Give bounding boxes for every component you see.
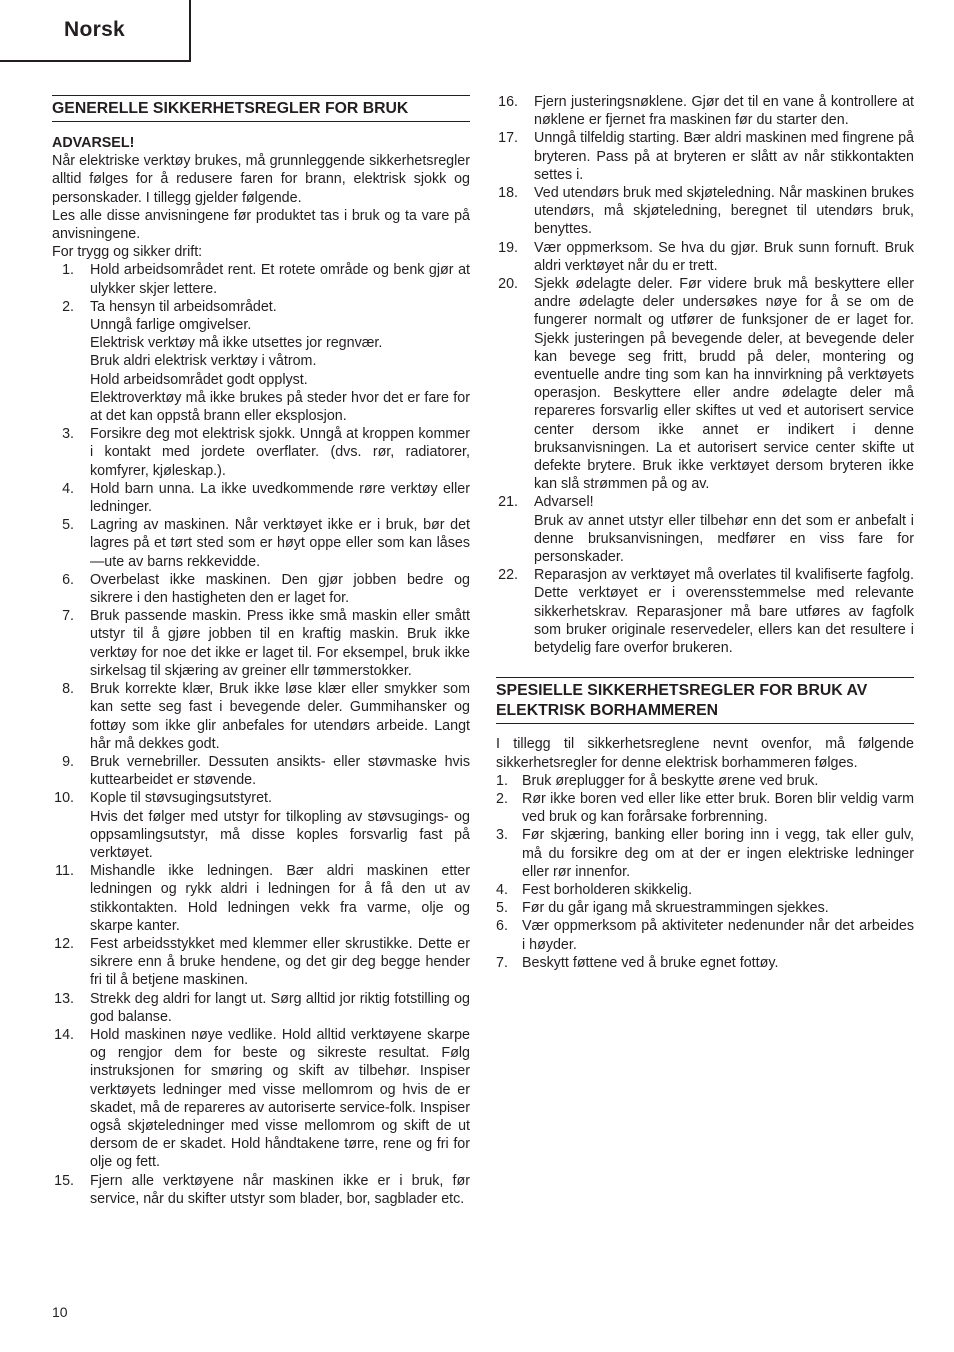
list-item-text: Overbelast ikke maskinen. Den gjør jobben bedre og sikrere i den hastigheten den er laget for.: [90, 571, 470, 607]
section-heading-general: GENERELLE SIKKERHETSREGLER FOR BRUK: [52, 95, 470, 122]
list-item-number: 13.: [54, 990, 74, 1007]
list-item-text: Rør ikke boren ved eller like etter bruk. Boren blir veldig varm ved bruk og kan forårsake forbrenning.: [522, 790, 914, 826]
list-item: [52, 1172, 470, 1208]
page-number: 10: [52, 1304, 68, 1320]
warning-label: ADVARSEL!: [52, 135, 135, 151]
list-item-text: Vær oppmerksom på aktiviteter nedenunder når det arbeides i høyder.: [522, 918, 914, 953]
list-item-text: Elektrisk verktøy må ikke utsettes jor regnvær.: [90, 335, 383, 352]
list-item-text: Bruk øreplugger for å beskytte ørene ved bruk.: [522, 772, 819, 789]
list-item: [52, 607, 470, 680]
list-item: [496, 275, 914, 493]
list-item-number: 9.: [62, 753, 74, 770]
list-item: [496, 93, 914, 129]
list-item-number: 16.: [498, 94, 518, 110]
list-item-number: 10.: [54, 790, 74, 807]
list-item-number: 4.: [62, 480, 74, 497]
section-heading-special: SPESIELLE SIKKERHETSREGLER FOR BRUK AV ELEKTRISK BORHAMMEREN: [496, 677, 914, 724]
list-item-text: Advarsel!: [534, 494, 594, 511]
list-item-text: Elektroverktøy må ikke brukes på steder hvor det er fare for at det kan oppstå brann eller eksplosjon.: [90, 389, 470, 425]
list-item: [496, 899, 914, 917]
list-item-number: 3.: [62, 426, 74, 443]
list-item: [52, 789, 470, 862]
list-item: [496, 184, 914, 239]
list-item: [52, 862, 470, 935]
list-item: [52, 480, 470, 516]
list-item-number: 3.: [496, 827, 508, 844]
list-item: [496, 917, 914, 953]
list-item-number: 17.: [498, 130, 518, 147]
list-item: [496, 772, 914, 790]
list-item-text: Forsikre deg mot elektrisk sjokk. Unngå at kroppen kommer i kontakt med jordete overflater. (dvs. rør, radiatorer, komfyrer, kjøleskap.).: [90, 426, 470, 479]
safety-rules-list-continued: [496, 93, 914, 657]
list-item-text: Hold arbeidsområdet godt opplyst.: [90, 371, 308, 388]
list-item-number: 6.: [496, 918, 508, 935]
list-item-number: 1.: [496, 772, 508, 789]
list-item: [496, 790, 914, 826]
list-item-number: 5.: [62, 517, 74, 534]
list-item: [52, 680, 470, 753]
list-item-number: 7.: [496, 954, 508, 971]
list-item-number: 18.: [498, 185, 518, 202]
list-item-text: Før skjæring, banking eller boring inn i vegg, tak eller gulv, må du forsikre deg om at der er ingen elektriske ledninger eller rør innenfor.: [522, 827, 914, 880]
list-item-text: Bruk aldri elektrisk verktøy i våtrom.: [90, 353, 317, 370]
list-item-text: Reparasjon av verktøyet må overlates til kvalifiserte fagfolg. Dette verktøyet er i overensstemmelse med relevante sikkerhetskrav. Reparasjoner må bare utføres av fagfolk som bruker originale reservedeler, ellers kan det resultere i betydelig fare overfor brukeren.: [534, 567, 914, 657]
list-item-text: Fjern justeringsnøklene. Gjør det til en vane å kontrollere at nøklene er fjernet fra maskinen før du starter den.: [534, 94, 914, 129]
list-item: [52, 935, 470, 990]
language-tab: [0, 0, 191, 62]
list-item: [52, 990, 470, 1026]
list-item-number: 2.: [62, 298, 74, 315]
list-item-number: 7.: [62, 608, 74, 625]
list-item-text: Vær oppmerksom. Se hva du gjør. Bruk sunn fornuft. Bruk aldri verktøyet når du er trett.: [534, 239, 914, 274]
list-item-number: 19.: [498, 239, 518, 256]
list-item-text: Fest borholderen skikkelig.: [522, 881, 693, 898]
list-item-number: 5.: [496, 900, 508, 917]
list-item: [52, 753, 470, 789]
list-item: [496, 566, 914, 657]
list-item-text: Ved utendørs bruk med skjøteledning. Når maskinen brukes utendørs, må skjøteledning, beregnet til utendørs bruk, benyttes.: [534, 185, 914, 238]
list-item-number: 2.: [496, 790, 508, 807]
list-item: [52, 298, 470, 425]
list-item: [52, 571, 470, 607]
list-item-text: Fjern alle verktøyene når maskinen ikke er i bruk, før service, når du skifter utstyr som blader, bor, sagblader etc.: [90, 1172, 470, 1207]
list-item-text: Bruk vernebriller. Dessuten ansikts- eller støvmaske hvis kuttearbeidet er støvende.: [90, 753, 470, 789]
list-item-number: 8.: [62, 681, 74, 698]
list-item-number: 12.: [54, 935, 74, 952]
list-item: [496, 954, 914, 972]
right-column: [496, 93, 914, 972]
list-item-text: Bruk passende maskin. Press ikke små maskin eller smått utstyr til å gjøre jobben til en kraftig maskin. Bruk ikke verktøy for noe det ikke er laget til. For eksempel, bruk ikke sirkelsag til skjæring av greiner ellr tømmerstokker.: [90, 608, 470, 679]
safety-rules-list: [52, 261, 470, 1208]
list-item-text: Ta hensyn til arbeidsområdet.: [90, 298, 277, 315]
list-item-text: Lagring av maskinen. Når verktøyet ikke er i bruk, bør det lagres på et tørt sted som er høyt oppe eller som kan låses—ute av barns rekkevidde.: [90, 517, 470, 570]
list-item-number: 1.: [62, 262, 74, 279]
list-item-text: Unngå tilfeldig starting. Bær aldri maskinen med fingrene på bryteren. Pass på at bryteren er slått av når stikkontakten settes i.: [534, 130, 914, 183]
list-item: [52, 425, 470, 480]
list-item-text: Sjekk ødelagte deler. Før videre bruk må beskyttere eller andre ødelagte deler undersøkes nøye for å se om de fungerer normalt og utfører de funksjoner de er laget for. Sjekk justeringen på bevegende deler, at bevegende deler kan bevege seg fritt, brudd på deler, montering og eventuelle andre ting som kan ha innvirkning på verktøyets operasjon. Beskyttere eller andre ødelagte deler må repareres forsvarlig eller skiftes ut ved et autorisert service center dersom ikke annet er indikert i denne bruksanvisningen. La et autorisert service center skifte ut defekte brytere. Bruk ikke verktøyet dersom bryteren ikke kan slå strømmen på og av.: [534, 276, 914, 493]
special-rules-list: [496, 772, 914, 972]
list-item: [496, 129, 914, 184]
list-item: [52, 1026, 470, 1172]
list-item-text: Bruk korrekte klær, Bruk ikke løse klær eller smykker som kan sette seg fast i bevegende deler. Gummihansker og fottøy som ikke glir anbefales for utendørs arbeide. Langt hår må dekkes godt.: [90, 681, 470, 752]
list-item: [52, 516, 470, 571]
list-item-text: Hvis det følger med utstyr for tilkopling av støvsugings- og oppsamlingsutstyr, må disse koples forsvarlig fast på verktøyet.: [90, 808, 470, 861]
list-item: [496, 493, 914, 566]
list-item: [52, 261, 470, 297]
list-item-number: 14.: [54, 1026, 74, 1043]
list-item-number: 6.: [62, 571, 74, 588]
list-item-text: Hold maskinen nøye vedlike. Hold alltid verktøyene skarpe og rengjor dem for beste og sikreste resultat. Følg instruksjonen for smøring og skift av tilbehør. Inspiser verktøyets ledninger med visse mellomrom og hvis de er skadet, må de repareres av autoriserte service-folk. Inspiser også skjøteledninger med visse mellomrom og skift de ut dersom de er skadet. Hold håndtakene tørre, rene og fri for olje og fett.: [90, 1026, 470, 1171]
list-item-text: Hold arbeidsområdet rent. Et rotete område og benk gjør at ulykker skjer lettere.: [90, 262, 470, 297]
left-column: [52, 95, 470, 1208]
list-item-number: 21.: [498, 494, 518, 511]
list-item: [496, 239, 914, 275]
list-item-number: 22.: [498, 567, 518, 584]
language-label: Norsk: [64, 18, 126, 41]
list-item-text: Hold barn unna. La ikke uvedkommende røre verktøy eller ledninger.: [90, 480, 470, 516]
list-item-number: 15.: [54, 1172, 74, 1189]
list-item: [496, 881, 914, 899]
list-item-text: Mishandle ikke ledningen. Bær aldri maskinen etter ledningen og rykk aldri i ledningen for å få den ut av stikkontakten. Hold ledningen vekk fra varme, olje og skarpe kanter.: [90, 863, 470, 934]
intro-paragraph: Når elektriske verktøy brukes, må grunnleggende sikkerhetsregler alltid følges for å redusere faren for brann, elektrisk sjokk og personskader. I tillegg gjelder følgende.: [52, 153, 470, 206]
list-item-text: Unngå farlige omgivelser.: [90, 317, 252, 334]
list-item-number: 20.: [498, 276, 518, 293]
list-item-text: Strekk deg aldri for langt ut. Sørg alltid jor riktig fotstilling og god balanse.: [90, 990, 470, 1025]
special-intro: I tillegg til sikkerhetsreglene nevnt ovenfor, må følgende sikkerhetsregler for denne elektrisk borhammeren følges.: [496, 736, 914, 771]
list-item-text: Fest arbeidsstykket med klemmer eller skrustikke. Dette er sikrere enn å bruke hendene, og det gir deg begge hender fri til å betjene maskinen.: [90, 935, 470, 989]
list-item-number: 4.: [496, 881, 508, 898]
list-item-text: Bruk av annet utstyr eller tilbehør enn det som er anbefalt i denne bruksanvisningen, medfører en viss fare for personskader.: [534, 512, 914, 566]
list-item-text: Beskytt føttene ved å bruke egnet fottøy.: [522, 954, 779, 971]
list-item-number: 11.: [55, 863, 74, 880]
intro-paragraph: For trygg og sikker drift:: [52, 244, 203, 261]
list-item-text: Kople til støvsugingsutstyret.: [90, 790, 272, 807]
list-item-text: Før du går igang må skruestrammingen sjekkes.: [522, 900, 829, 917]
intro-paragraph: Les alle disse anvisningene før produktet tas i bruk og ta vare på anvisningene.: [52, 207, 470, 243]
list-item: [496, 826, 914, 881]
